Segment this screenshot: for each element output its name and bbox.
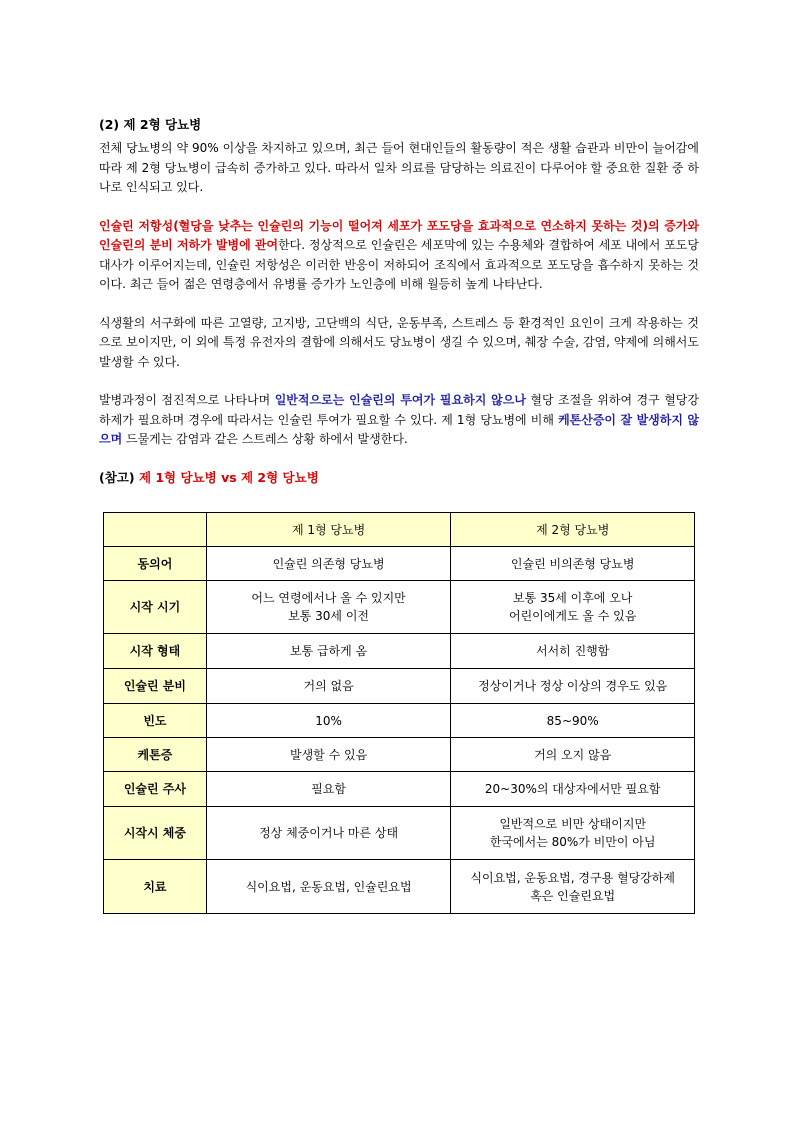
comparison-table — [103, 512, 695, 914]
row-label: 치료 — [104, 860, 207, 914]
cell-line: 정상 체중이거나 마른 상태 — [259, 826, 399, 840]
table-row — [104, 634, 695, 669]
cell-line: 85~90% — [546, 713, 599, 728]
table-row — [104, 807, 695, 860]
type2-cell — [451, 634, 695, 669]
type2-cell — [451, 547, 695, 581]
cell-line: 필요함 — [311, 782, 346, 796]
type1-cell — [206, 738, 451, 772]
row-label: 빈도 — [104, 704, 207, 738]
type1-cell — [206, 704, 451, 738]
paragraph-3: 식생활의 서구화에 따른 고열량, 고지방, 고단백의 식단, 운동부족, 스트레스 등 환경적인 요인이 크게 작용하는 것으로 보이지만, 이 외에 특정 유전자의 결함에 의해서도 당뇨병이 생길 수 있으며, 췌장 수술, 감염, 약제에 의해서도 발생할 수 있다. — [99, 315, 699, 369]
table-row — [104, 772, 695, 807]
cell-line: 거의 없음 — [303, 679, 354, 693]
type2-cell — [451, 772, 695, 807]
table-row — [104, 704, 695, 738]
cell-line: 식이요법, 운동요법, 인슐린요법 — [245, 879, 412, 894]
cell-line: 보통 30세 이전 — [288, 609, 370, 623]
row-label: 시작시 체중 — [104, 807, 207, 860]
table-row — [104, 860, 695, 914]
type2-cell — [451, 738, 695, 772]
paragraph-4 — [99, 391, 699, 450]
type2-cell — [451, 704, 695, 738]
type2-cell — [451, 860, 695, 914]
type1-cell — [206, 807, 451, 860]
section-heading: (2) 제 2형 당뇨병 — [99, 117, 202, 132]
paragraph-2 — [99, 217, 699, 295]
highlight-blue-text-1: 일반적으로는 인슐린의 투여가 필요하지 않으나 — [274, 393, 526, 407]
header-type1: 제 1형 당뇨병 — [206, 513, 451, 547]
type2-cell — [451, 807, 695, 860]
table-row — [104, 738, 695, 772]
cell-line: 식이요법, 운동요법, 경구용 혈당강하제 — [470, 870, 675, 885]
cell-line: 보통 35세 이후에 오나 — [512, 591, 633, 605]
cell-line: 인슐린 의존형 당뇨병 — [272, 556, 385, 571]
paragraph-4-text-a: 발병과정이 점진적으로 나타나며 — [99, 393, 275, 407]
table-row — [104, 547, 695, 581]
document-content — [99, 116, 699, 495]
cell-line: 어느 연령에서나 올 수 있지만 — [251, 591, 406, 605]
type1-cell — [206, 860, 451, 914]
highlight-red-text: 인슐린 저항성(혈당을 낮추는 인슐린의 기능이 떨어져 세포가 포도당을 효과적으로 연소하지 못하는 것)의 증가와 인슐린의 분비 저하가 발병에 관여 — [99, 218, 699, 252]
row-label: 동의어 — [104, 547, 207, 581]
cell-line: 혹은 인슐린요법 — [530, 888, 616, 903]
row-label: 시작 시기 — [104, 581, 207, 634]
cell-line: 인슐린 비의존형 당뇨병 — [510, 556, 635, 571]
reference-prefix: (참고) — [99, 469, 139, 485]
row-label: 시작 형태 — [104, 634, 207, 669]
paragraph-4-text-c: 드물게는 감염과 같은 스트레스 상황 하에서 발생한다. — [122, 432, 408, 446]
cell-line: 20~30%의 대상자에서만 필요함 — [484, 782, 661, 796]
type1-cell — [206, 581, 451, 634]
cell-line: 서서히 진행함 — [535, 644, 610, 658]
cell-line: 10% — [315, 713, 342, 728]
table-row — [104, 581, 695, 634]
paragraph-2-text: 한다. 정상적으로 인슐린은 세포막에 있는 수용체와 결합하여 세포 내에서 포도당 대사가 이루어지는데, 인슐린 저항성은 이러한 반응이 저하되어 조직에서 효과적으로 포도당을 흡수하지 못하는 것이다. 최근 들어 젊은 연령층에서 유병률 증가가 노인층에 비해 월등히 높게 나타난다. — [99, 238, 699, 291]
cell-line: 한국에서는 80%가 비만이 아님 — [489, 835, 656, 849]
table-row — [104, 669, 695, 704]
row-label: 인슐린 분비 — [104, 669, 207, 704]
type1-cell — [206, 634, 451, 669]
cell-line: 발생할 수 있음 — [289, 747, 368, 762]
row-label: 인슐린 주사 — [104, 772, 207, 807]
row-label: 케톤증 — [104, 738, 207, 772]
cell-line: 거의 오지 않음 — [534, 747, 612, 762]
header-type2: 제 2형 당뇨병 — [451, 513, 695, 547]
cell-line: 어린이에게도 올 수 있음 — [508, 609, 637, 623]
reference-title: 제 1형 당뇨병 vs 제 2형 당뇨병 — [138, 469, 319, 485]
table-header-row — [104, 513, 695, 547]
paragraph-1: 전체 당뇨병의 약 90% 이상을 차지하고 있으며, 최근 들어 현대인들의 활동량이 적은 생활 습관과 비만이 늘어감에 따라 제 2형 당뇨병이 급속히 증가하고 있다. 따라서 일차 의료를 담당하는 의료진이 다루어야 할 중요한 질환 중 하나로 인식되고 있다. — [99, 141, 699, 194]
type1-cell — [206, 772, 451, 807]
highlight-blue-text-2: 케톤산증이 잘 발생하지 않으며 — [99, 412, 700, 446]
cell-line: 일반적으로 비만 상태이지만 — [499, 817, 647, 831]
type2-cell — [451, 581, 695, 634]
cell-line: 정상이거나 정상 이상의 경우도 있음 — [478, 679, 668, 693]
table-corner-cell — [104, 513, 207, 547]
reference-heading — [99, 469, 699, 487]
type1-cell — [206, 669, 451, 704]
type1-cell — [206, 547, 451, 581]
type2-cell — [451, 669, 695, 704]
paragraph-4-text-b: 혈당 조절을 위하여 경구 혈당강하제가 필요하며 경우에 따라서는 인슐린 투여가 필요할 수 있다. 제 1형 당뇨병에 비해 — [99, 393, 699, 427]
cell-line: 보통 급하게 옴 — [289, 644, 368, 658]
